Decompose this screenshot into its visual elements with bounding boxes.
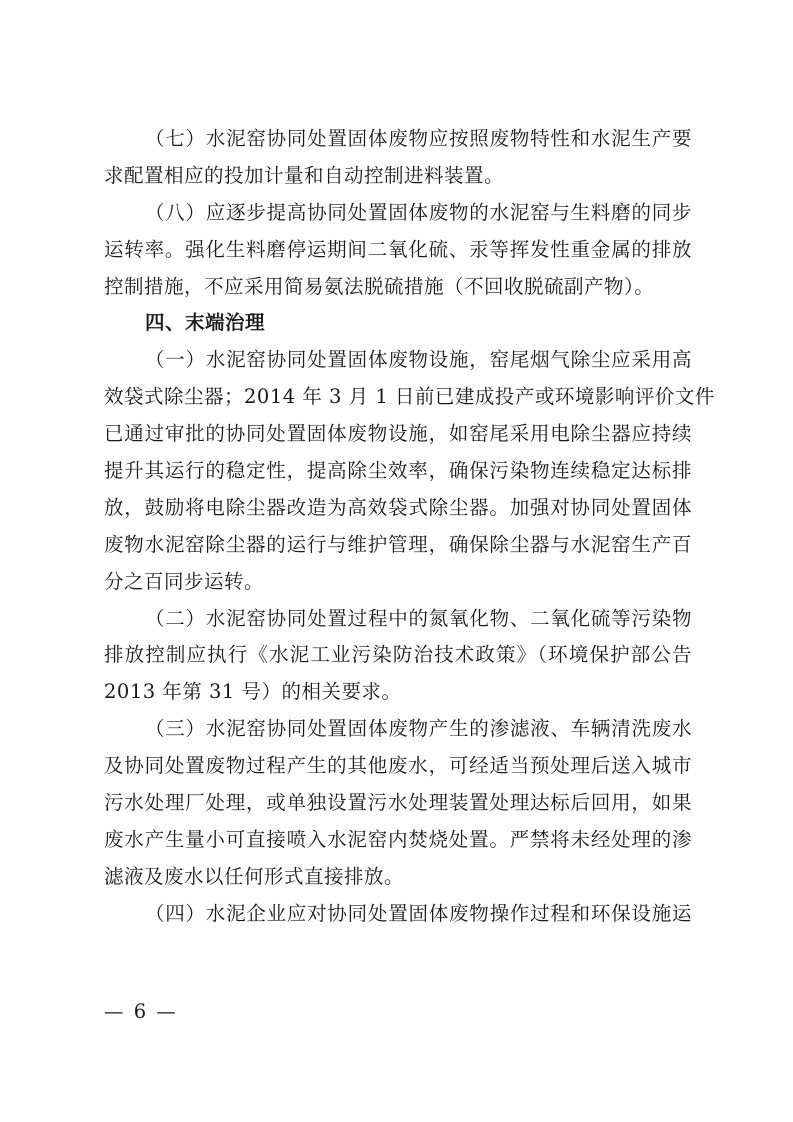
paragraph-line: （二）水泥窑协同处置过程中的氮氧化物、二氧化硫等污染物 — [145, 606, 692, 630]
paragraph-line: 污水处理厂处理，或单独设置污水处理装置处理达标后回用，如果 — [104, 791, 692, 815]
paragraph — [104, 711, 692, 895]
paragraph-line: 效袋式除尘器；2014 年 3 月 1 日前已建成投产或环境影响评价文件 — [104, 385, 715, 409]
paragraph-line: 控制措施，不应采用简易氨法脱硫措施（不回收脱硫副产物）。 — [104, 274, 655, 298]
paragraph — [104, 896, 692, 933]
paragraph-line: （七）水泥窑协同处置固体废物应按照废物特性和水泥生产要 — [145, 127, 692, 150]
paragraph-line: 废水产生量小可直接喷入水泥窑内焚烧处置。严禁将未经处理的渗 — [104, 827, 692, 851]
paragraph-line: （八）应逐步提高协同处置固体废物的水泥窑与生料磨的同步 — [145, 200, 692, 224]
paragraph-line: 分之百同步运转。 — [104, 569, 265, 593]
page-number: — 6 — — [104, 1000, 178, 1023]
section-heading-text: 四、末端治理 — [145, 311, 266, 335]
paragraph-line: 已通过审批的协同处置固体废物设施，如窑尾采用电除尘器应持续 — [104, 422, 692, 446]
paragraph-line: 排放控制应执行《水泥工业污染防治技术政策》（环境保护部公告 — [104, 643, 692, 667]
paragraph-line: 运转率。强化生料磨停运期间二氧化硫、汞等挥发性重金属的排放 — [104, 237, 692, 261]
paragraph — [104, 601, 692, 712]
paragraph-line: （四）水泥企业应对协同处置固体废物操作过程和环保设施运 — [145, 901, 692, 925]
paragraph-line: 2013 年第 31 号）的相关要求。 — [104, 680, 402, 704]
paragraph — [104, 195, 692, 306]
paragraph-line: （一）水泥窑协同处置固体废物设施，窑尾烟气除尘应采用高 — [145, 348, 692, 372]
paragraph — [104, 121, 692, 195]
section-heading — [104, 305, 692, 342]
paragraph-line: 求配置相应的投加计量和自动控制进料装置。 — [104, 163, 505, 187]
paragraph-line: 提升其运行的稳定性，提高除尘效率，确保污染物连续稳定达标排 — [104, 459, 692, 483]
paragraph-line: 滤液及废水以任何形式直接排放。 — [104, 864, 405, 888]
document-body — [104, 121, 715, 933]
paragraph-line: （三）水泥窑协同处置固体废物产生的渗滤液、车辆清洗废水 — [145, 717, 692, 741]
paragraph-line: 放，鼓励将电除尘器改造为高效袋式除尘器。加强对协同处置固体 — [104, 495, 692, 519]
paragraph-line: 废物水泥窑除尘器的运行与维护管理，确保除尘器与水泥窑生产百 — [104, 532, 692, 556]
paragraph — [104, 342, 715, 600]
paragraph-line: 及协同处置废物过程产生的其他废水，可经适当预处理后送入城市 — [104, 754, 692, 778]
